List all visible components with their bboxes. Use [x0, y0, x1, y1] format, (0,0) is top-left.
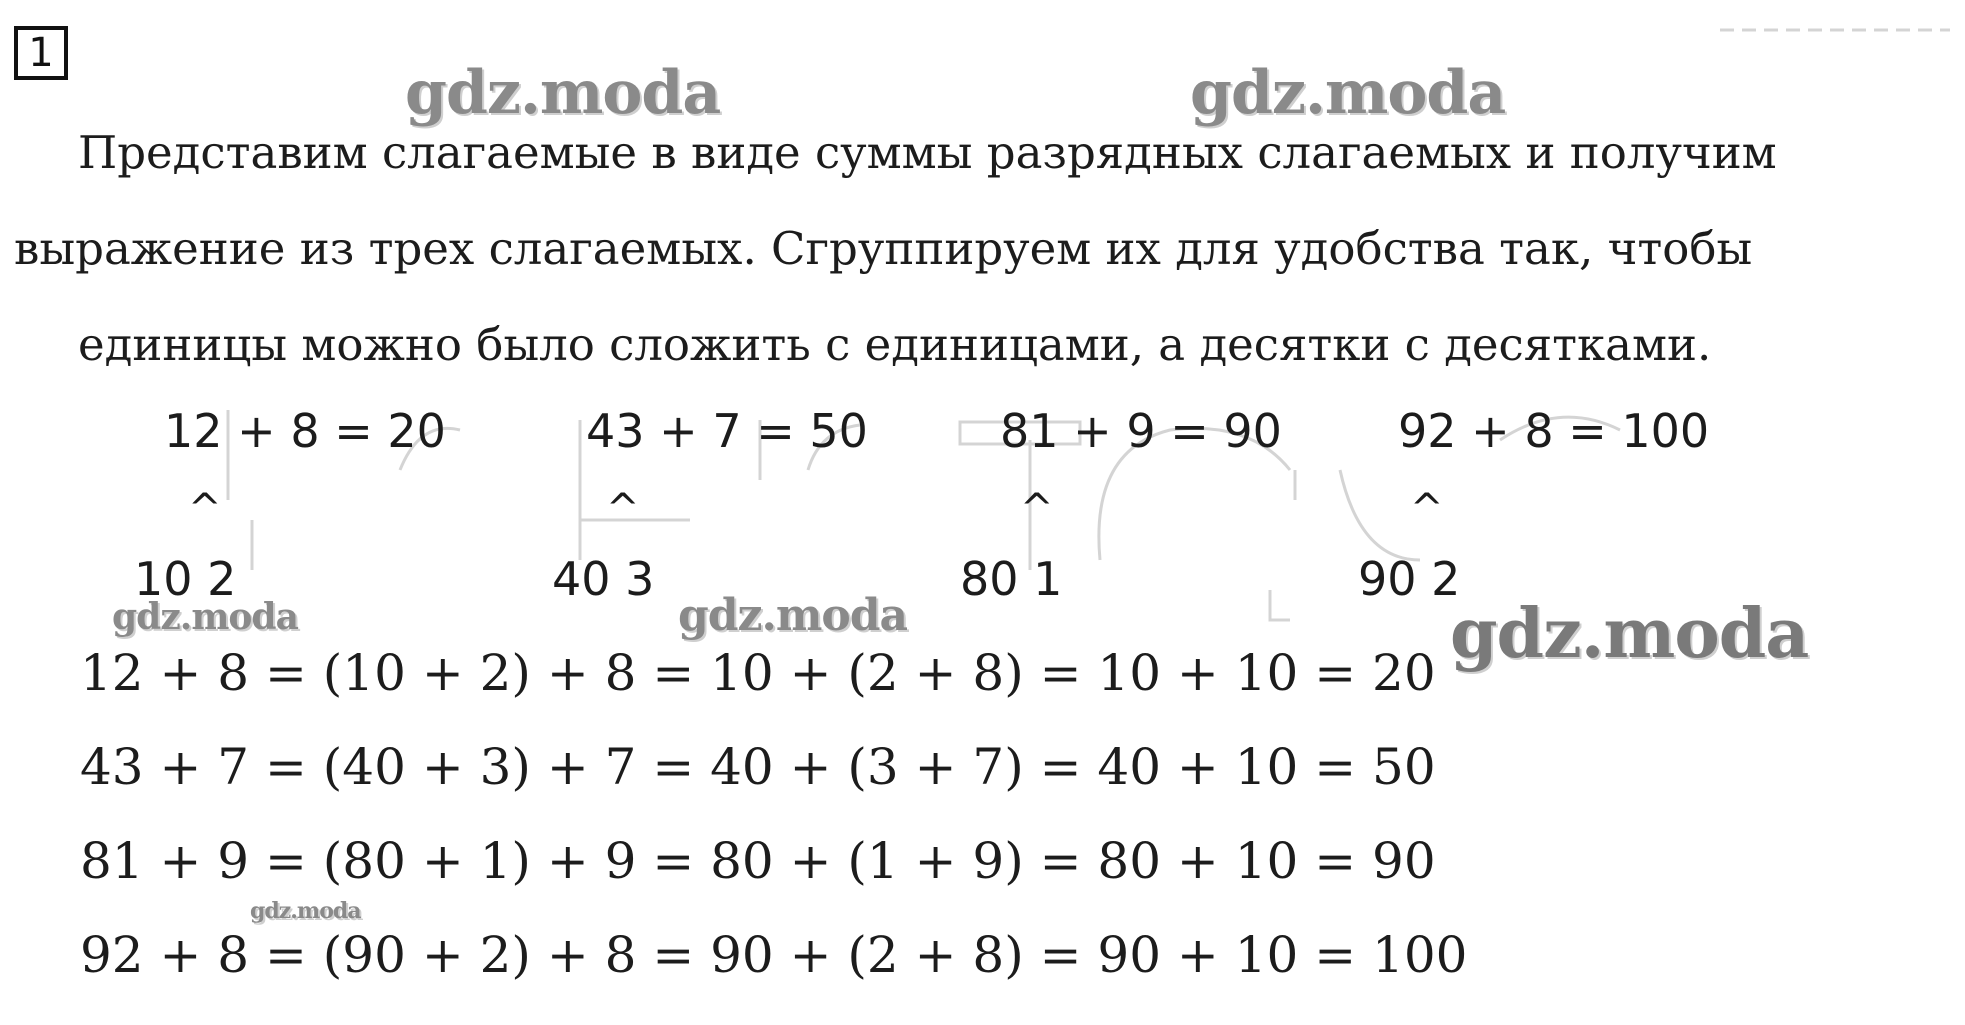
decomposition-equation-2: 43 + 7 = 50 — [586, 404, 868, 458]
solution-line-4: 92 + 8 = (90 + 2) + 8 = 90 + (2 + 8) = 90 + 10 = 100 — [80, 926, 1468, 984]
decomposition-caret-1: ^ — [188, 486, 222, 532]
watermark: gdz.moda — [405, 58, 721, 128]
solution-line-2: 43 + 7 = (40 + 3) + 7 = 40 + (3 + 7) = 40 + 10 = 50 — [80, 738, 1436, 796]
paragraph-line-2: выражение из трех слагаемых. Сгруппируем их для удобства так, чтобы — [14, 222, 1753, 275]
task-number-box: 1 — [14, 26, 68, 80]
decomposition-equation-3: 81 + 9 = 90 — [1000, 404, 1282, 458]
decomposition-parts-4: 90 2 — [1358, 552, 1461, 606]
watermark: gdz.moda — [678, 590, 908, 641]
decomposition-parts-3: 80 1 — [960, 552, 1063, 606]
decomposition-equation-4: 92 + 8 = 100 — [1398, 404, 1710, 458]
watermark: gdz.moda — [1190, 58, 1506, 128]
decomposition-parts-1: 10 2 — [134, 552, 237, 606]
watermark: gdz.moda — [1450, 594, 1809, 674]
watermark: gdz.moda — [250, 898, 361, 924]
solution-line-1: 12 + 8 = (10 + 2) + 8 = 10 + (2 + 8) = 10 + 10 = 20 — [80, 644, 1436, 702]
solution-line-3: 81 + 9 = (80 + 1) + 9 = 80 + (1 + 9) = 80 + 10 = 90 — [80, 832, 1436, 890]
decomposition-caret-4: ^ — [1410, 486, 1444, 532]
paragraph-line-1: Представим слагаемые в виде суммы разрядных слагаемых и получим — [78, 126, 1777, 179]
watermark: gdz.moda — [112, 596, 298, 638]
decomposition-parts-2: 40 3 — [552, 552, 655, 606]
decomposition-caret-2: ^ — [606, 486, 640, 532]
decomposition-equation-1: 12 + 8 = 20 — [164, 404, 446, 458]
sketch-arc — [1340, 470, 1420, 560]
sketch-line — [1270, 590, 1290, 620]
decomposition-caret-3: ^ — [1020, 486, 1054, 532]
paragraph-line-3: единицы можно было сложить с единицами, а десятки с десятками. — [78, 318, 1712, 371]
